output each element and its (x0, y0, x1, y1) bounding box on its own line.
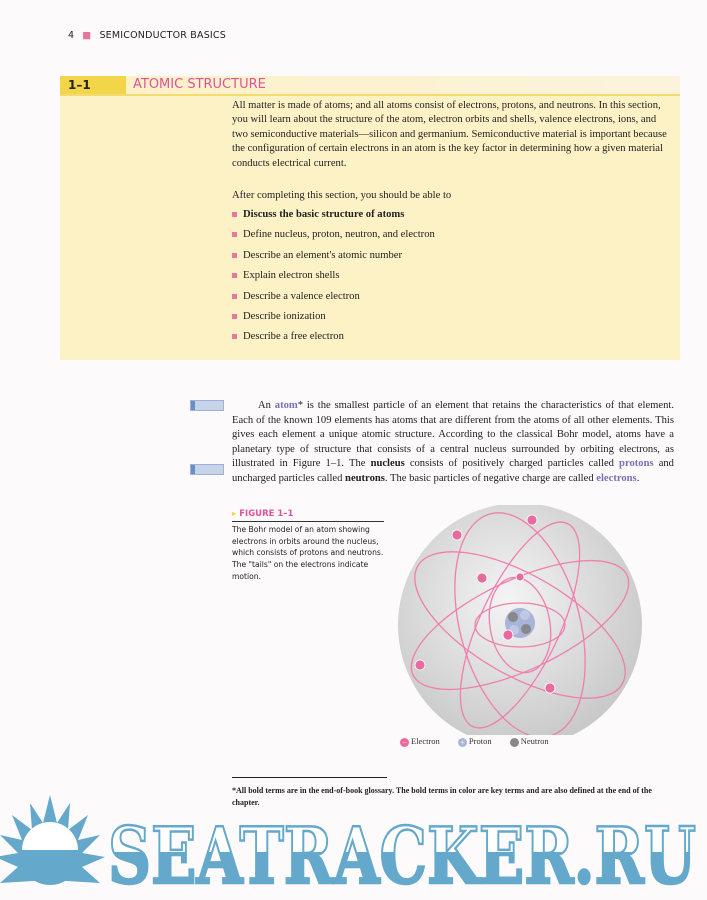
sun-icon (0, 795, 105, 885)
objectives-lead: After completing this section, you should be able to (232, 190, 452, 201)
legend-electron: − Electron (401, 736, 440, 747)
section-title: ATOMIC STRUCTURE (133, 77, 266, 92)
watermark-logo (0, 795, 707, 900)
legend-neutron: Neutron (510, 736, 557, 746)
objective-item: Describe a free electron (232, 331, 435, 351)
objective-item: Discuss the basic structure of atoms (232, 209, 435, 229)
bullet-icon (232, 253, 237, 258)
margin-glossary-icon (190, 400, 224, 411)
section-number: 1–1 (60, 76, 126, 94)
bullet-icon (232, 232, 237, 237)
neutron-icon (510, 738, 519, 747)
bullet-icon (232, 294, 237, 299)
objective-item: Describe an element's atomic number (232, 250, 435, 270)
running-header (68, 30, 226, 41)
margin-glossary-icon (190, 464, 224, 475)
objective-item: Describe a valence electron (232, 291, 435, 311)
bullet-icon: ■ (82, 30, 92, 41)
chapter-title: SEMICONDUCTOR BASICS (99, 30, 227, 41)
bullet-icon (232, 314, 237, 319)
figure-legend (400, 736, 565, 747)
objective-item: Define nucleus, proton, neutron, and electron (232, 229, 435, 249)
proton-icon: + (459, 737, 466, 747)
objective-item: Explain electron shells (232, 270, 435, 290)
figure-label: ▸ FIGURE 1–1 (232, 509, 384, 522)
objectives-list (232, 209, 435, 352)
figure-caption: The Bohr model of an atom showing electrons in orbits around the nucleus, which consists of protons and neutrons. The "tails" on the electrons indicate motion. (232, 525, 384, 581)
bullet-icon (232, 334, 237, 339)
page-number: 4 (68, 30, 75, 41)
objective-item: Describe ionization (232, 311, 435, 331)
bullet-icon (232, 212, 237, 217)
triangle-icon: ▸ (232, 509, 240, 519)
bullet-icon (232, 273, 237, 278)
watermark-text: SEATRACKER.RU (108, 811, 696, 900)
legend-proton: + Proton (459, 736, 492, 747)
footnote-rule (232, 777, 387, 778)
body-paragraph: An atom* is the smallest particle of an element that retains the characteristics of that element. Each of the known 109 elements has atoms that are different from the atoms of all other elements. This gives each element a unique atomic structure. According to the classical Bohr model, atoms have a planetary type of structure that consists of a central nucleus surrounded by orbiting electrons, as illustrated in Figure 1–1. The nucleus consists of positively charged particles called protons and uncharged particles called neutrons. The basic particles of negative charge are called electrons. (232, 400, 674, 484)
electron-icon: − (401, 737, 408, 747)
footnote: *All bold terms are in the end-of-book glossary. The bold terms in color are key terms and are also defined at the end of the chapter. (232, 786, 652, 807)
bohr-atom-diagram (395, 505, 645, 735)
section-intro-text: All matter is made of atoms; and all atoms consist of electrons, protons, and neutrons. In this section, you will learn about the structure of the atom, electron orbits and shells, valence electrons, ions, and two semiconductive materials—silicon and germanium. Semiconductive material is important because the configuration of certain electrons in an atom is the key factor in determining how a given material conducts electrical current. (232, 100, 667, 169)
